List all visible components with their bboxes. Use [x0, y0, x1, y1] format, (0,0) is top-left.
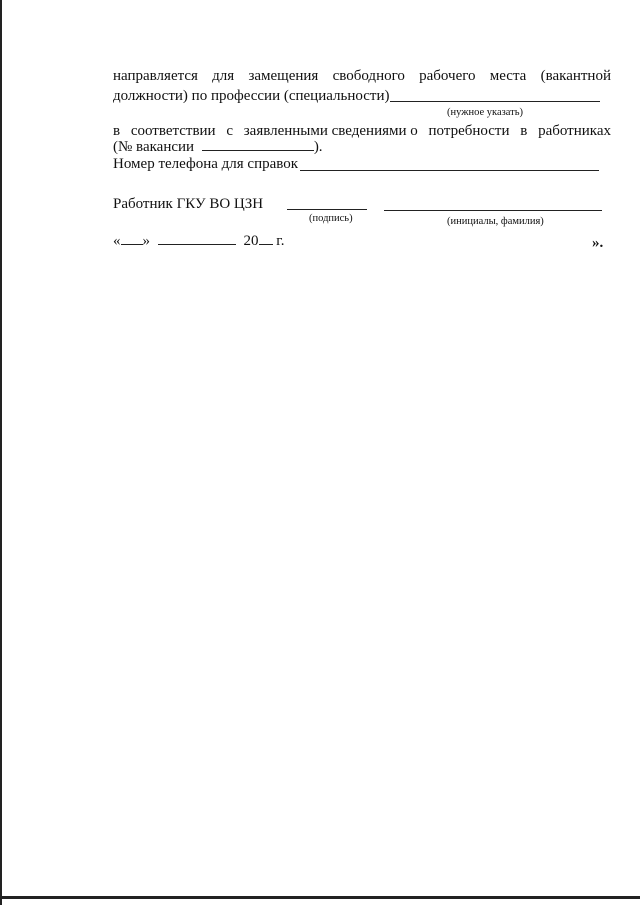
profession-blank-line [390, 101, 600, 102]
word: работниках [538, 123, 611, 139]
word: для [212, 68, 235, 84]
phone-label: Номер телефона для справок [113, 156, 299, 172]
word: (вакантной [540, 68, 611, 84]
signature-blank-line [287, 209, 367, 210]
word: с [226, 123, 233, 139]
day-blank [121, 232, 143, 245]
date-line [113, 232, 284, 250]
name-caption: (инициалы, фамилия) [447, 216, 544, 227]
scan-edge-bottom [0, 896, 640, 899]
word: места [489, 68, 527, 84]
word: замещения [248, 68, 319, 84]
word: заявленными сведениями о [243, 123, 418, 139]
year-suffix: г. [276, 233, 285, 249]
name-blank-line [384, 210, 602, 211]
vacancy-number-blank [202, 138, 314, 151]
year-blank [259, 232, 273, 245]
paragraph-line-1 [113, 67, 611, 85]
phone-blank-line [300, 170, 599, 171]
word: потребности [428, 123, 510, 139]
word: соответствии [130, 123, 216, 139]
word: свободного [332, 68, 405, 84]
word: рабочего [419, 68, 476, 84]
vacancy-number-line [113, 138, 323, 156]
word: направляется [113, 68, 198, 84]
month-blank [158, 232, 236, 245]
vacancy-label: (№ вакансии [113, 139, 195, 155]
date-open-quote: « [113, 233, 121, 249]
year-prefix: 20 [243, 233, 259, 249]
date-close-quote: » [142, 233, 150, 249]
scan-edge-left [0, 0, 2, 905]
word: в [520, 123, 528, 139]
hint-needed-caption: (нужное указать) [447, 107, 524, 118]
closing-quote-mark: ». [592, 235, 604, 251]
word: в [113, 123, 121, 139]
signature-caption: (подпись) [309, 213, 353, 224]
vacancy-close: ). [313, 139, 323, 155]
paragraph-line-2: должности) по профессии (специальности) [113, 88, 390, 104]
worker-label: Работник ГКУ ВО ЦЗН [113, 196, 264, 212]
